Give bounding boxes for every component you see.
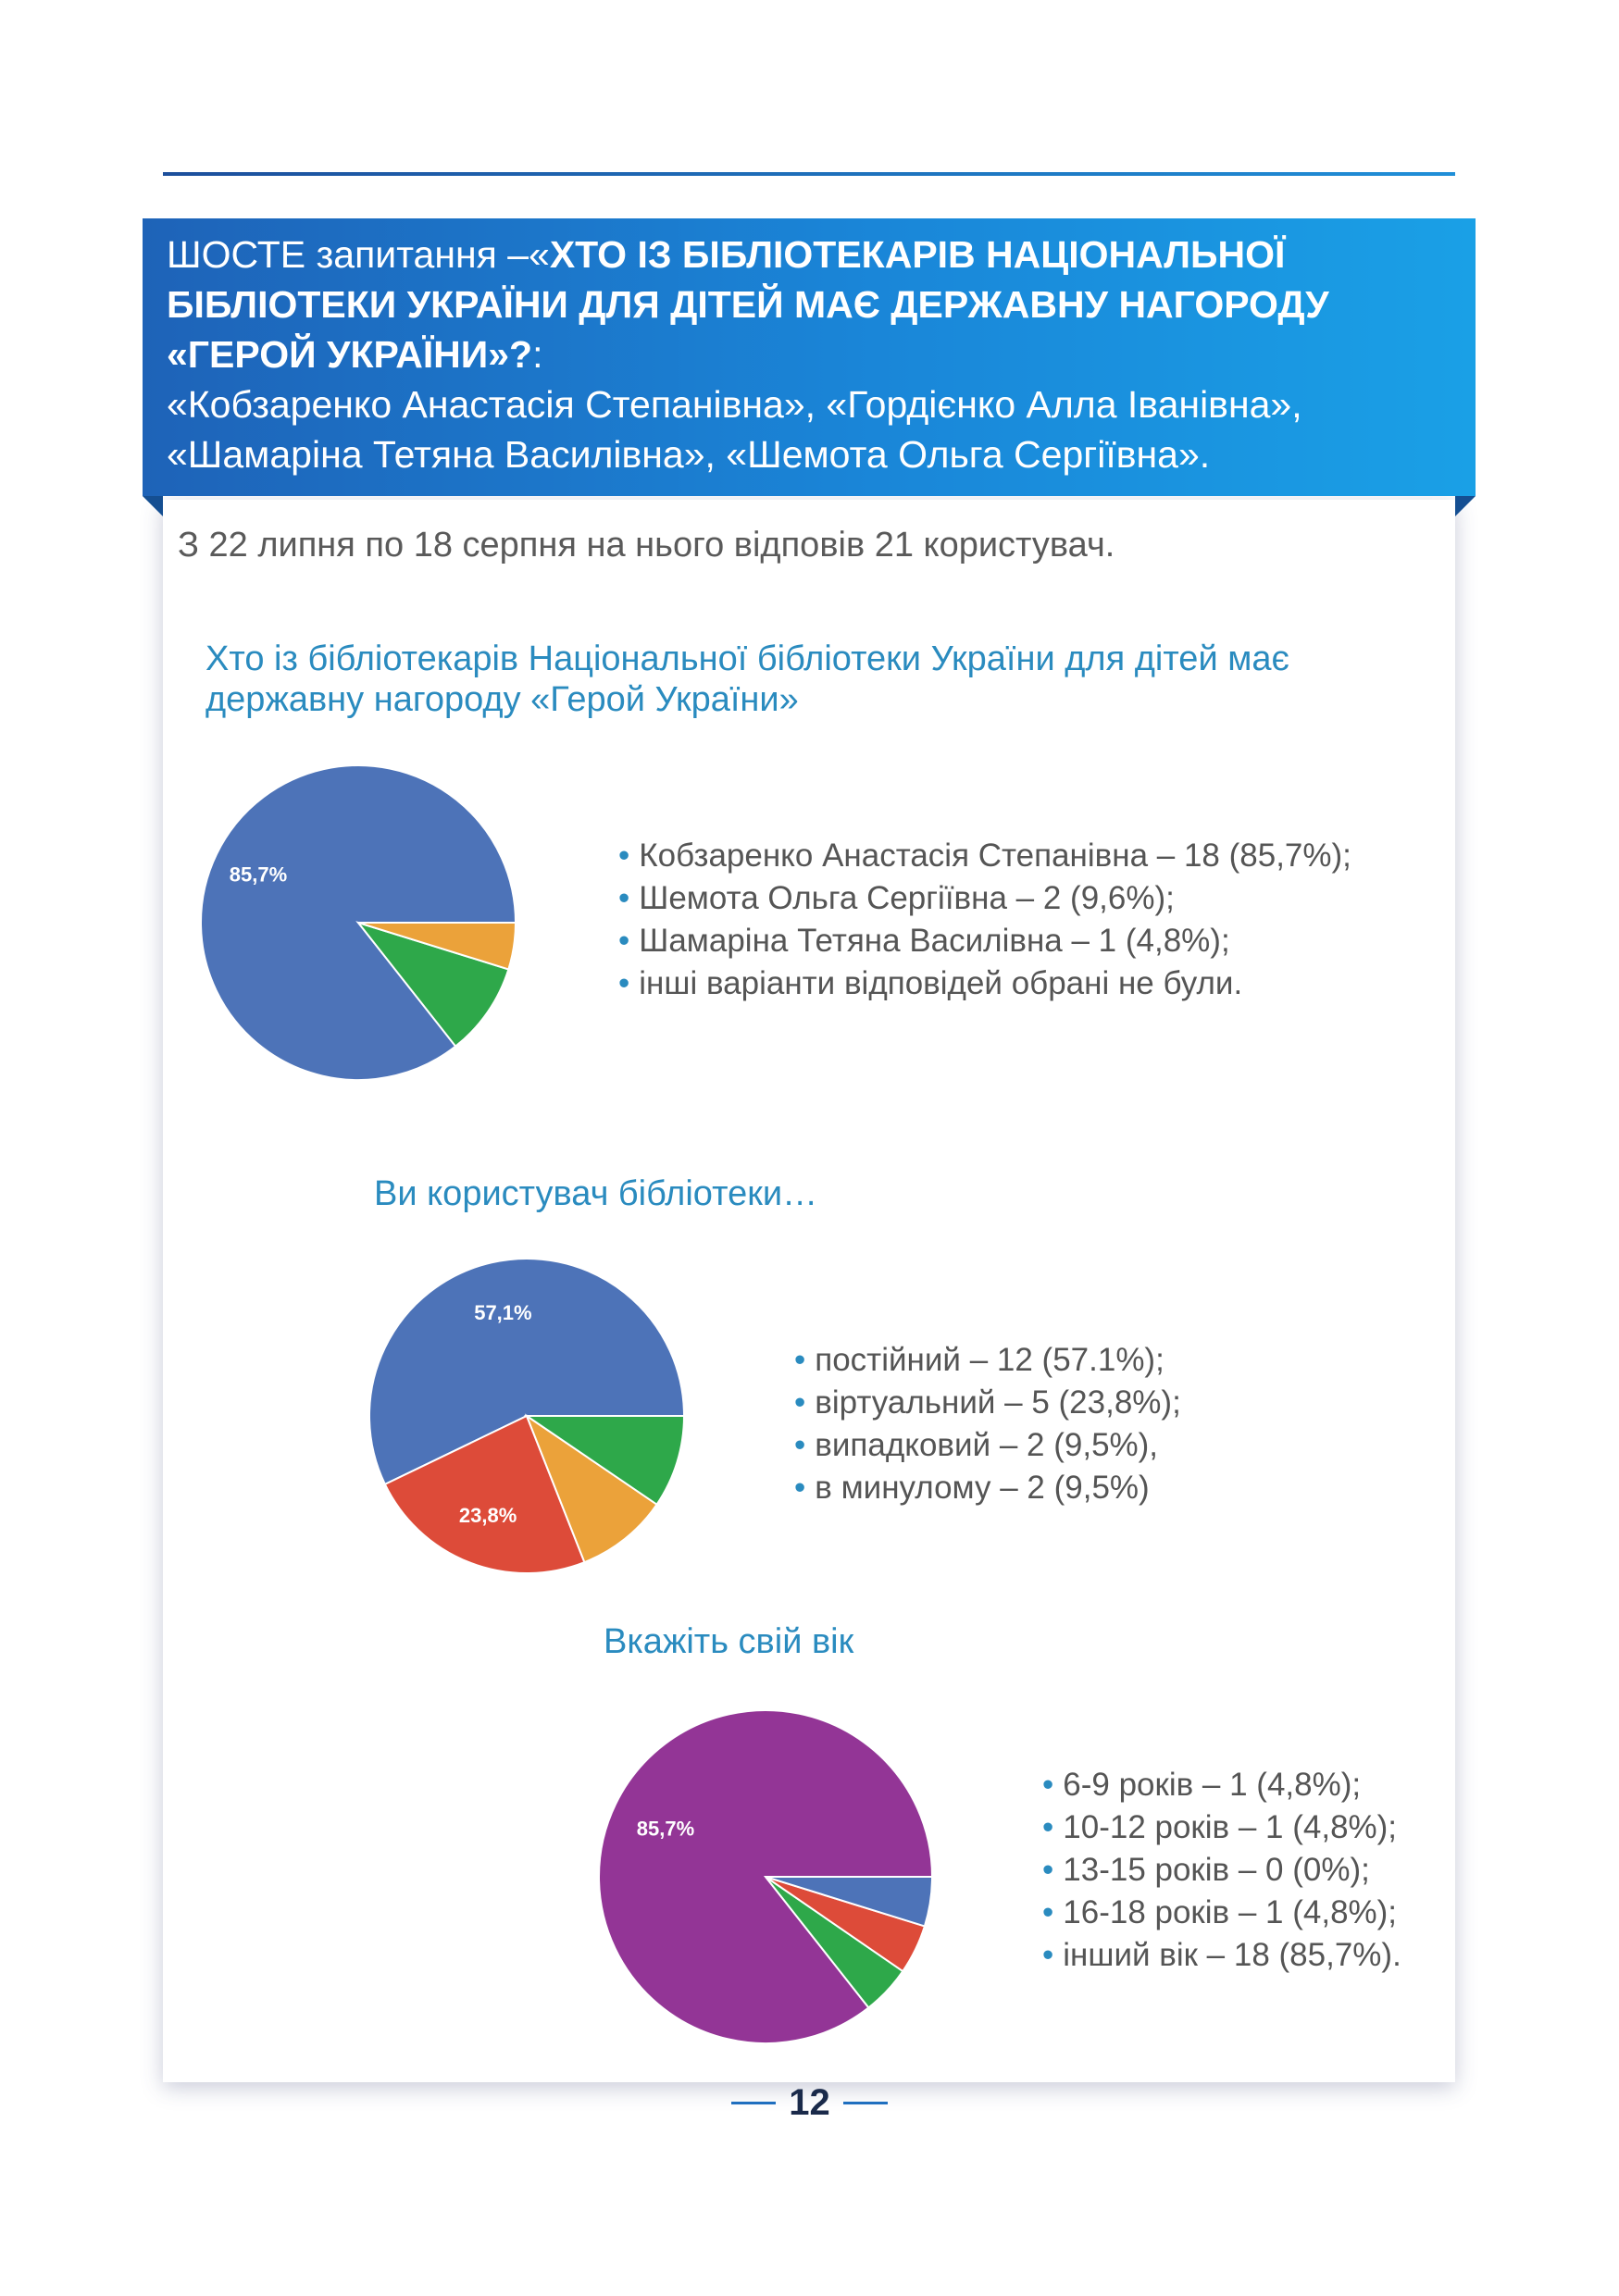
pie-slice-label: 85,7% [229,863,288,887]
legend-item: • Шамаріна Тетяна Василівна – 1 (4,8%); [618,920,1351,962]
legend-item: • випадковий – 2 (9,5%), [794,1424,1181,1467]
legend-item: • в минулому – 2 (9,5%) [794,1467,1181,1509]
chart3-legend [1042,1764,1401,1977]
chart2-title [374,1173,817,1214]
chart1-title [205,639,1289,720]
legend-item: • Кобзаренко Анастасія Степанівна – 18 (85,7%); [618,835,1351,877]
banner-line-1: ШОСТЕ запитання –«ХТО ІЗ БІБЛІОТЕКАРІВ НАЦІОНАЛЬНОЇ [167,233,1286,276]
chart1-legend [618,835,1351,1005]
chart2-pie [365,1254,689,1578]
legend-item: • інший вік – 18 (85,7%). [1042,1934,1401,1977]
intro-text: З 22 липня по 18 серпня на нього відповів 21 користувач. [178,526,1115,565]
legend-item: • постійний – 12 (57.1%); [794,1339,1181,1382]
legend-item: • інші варіанти відповідей обрані не були. [618,962,1351,1005]
chart3-title-line-1: Вкажіть свій вік [604,1622,854,1661]
pie-slice-label: 57,1% [474,1300,532,1324]
pie-slice-label: 23,8% [458,1504,517,1528]
pie-slice-label: 85,7% [636,1817,695,1841]
chart3-title [604,1621,853,1662]
legend-item: • Шемота Ольга Сергіївна – 2 (9,6%); [618,877,1351,920]
banner-line-3: «ГЕРОЙ УКРАЇНИ»?: [167,333,543,376]
page-number: 12 [0,2082,1619,2124]
banner-fold-right [1455,496,1476,516]
chart2-legend [794,1339,1181,1509]
banner-line-4: «Кобзаренко Анастасія Степанівна», «Гордієнко Алла Іванівна», [167,383,1302,426]
legend-item: • 16-18 років – 1 (4,8%); [1042,1892,1401,1934]
page-number-dash-left [731,2102,776,2104]
page-number-dash-right [843,2102,888,2104]
banner-fold-left [143,496,163,516]
banner-line-2: БІБЛІОТЕКИ УКРАЇНИ ДЛЯ ДІТЕЙ МАЄ ДЕРЖАВНУ НАГОРОДУ [167,283,1329,326]
top-divider [163,172,1455,176]
question-banner [143,218,1476,496]
chart1-title-line-2: державну нагороду «Герой України» [205,680,799,719]
chart2-title-line-1: Ви користувач бібліотеки… [374,1174,818,1213]
chart1-title-line-1: Хто із бібліотекарів Національної бібліотеки України для дітей має [205,639,1289,678]
legend-item: • віртуальний – 5 (23,8%); [794,1382,1181,1424]
legend-item: • 6-9 років – 1 (4,8%); [1042,1764,1401,1806]
chart1-pie [196,761,520,1085]
banner-line-5: «Шамаріна Тетяна Василівна», «Шемота Ольга Сергіївна». [167,433,1211,476]
legend-item: • 10-12 років – 1 (4,8%); [1042,1806,1401,1849]
legend-item: • 13-15 років – 0 (0%); [1042,1849,1401,1892]
chart3-pie [598,1710,937,2049]
